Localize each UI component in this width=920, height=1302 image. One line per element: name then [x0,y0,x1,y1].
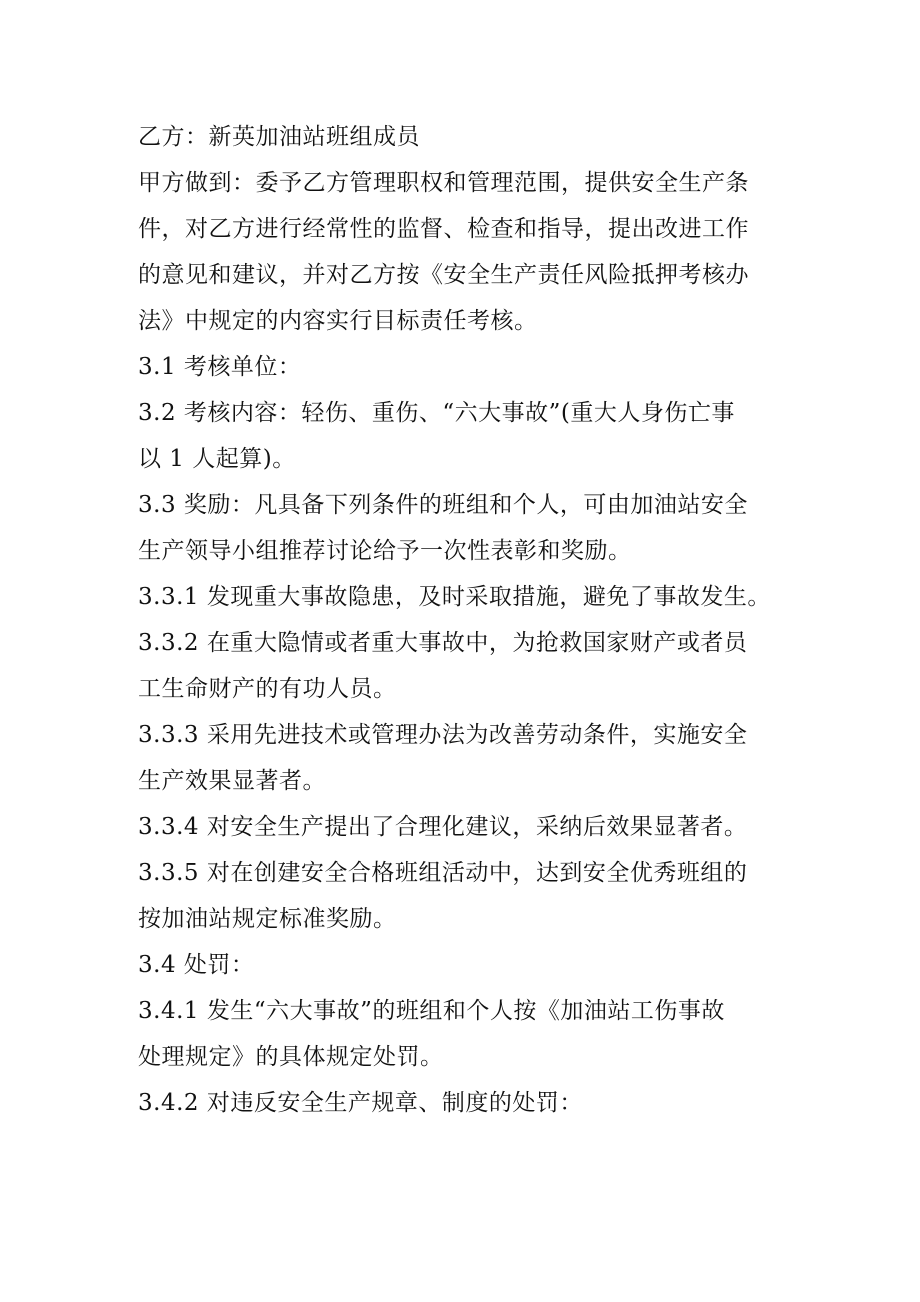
text-line: 生产领导小组推荐讨论给予一次性表彰和奖励。 [138,538,632,564]
text-line: 法》中规定的内容实行目标责任考核。 [138,308,538,334]
text-line: 工生命财产的有功人员。 [138,676,397,702]
text-line: 3.3.4 对安全生产提出了合理化建议，采纳后效果显著者。 [138,814,748,840]
text-line: 3.1 考核单位： [138,354,302,380]
text-line: 3.3.5 对在创建安全合格班组活动中，达到安全优秀班组的 [138,860,748,886]
text-line: 3.4.1 发生“六大事故”的班组和个人按《加油站工伤事故 [138,998,725,1024]
text-line: 生产效果显著者。 [138,768,326,794]
text-line: 3.3.1 发现重大事故隐患，及时采取措施，避免了事故发生。 [138,584,771,610]
text-line: 按加油站规定标准奖励。 [138,906,397,932]
text-line: 以 1 人起算)。 [138,446,296,472]
text-line: 3.4 处罚： [138,952,255,978]
text-line: 3.2 考核内容：轻伤、重伤、“六大事故”(重大人身伤亡事 [138,400,735,426]
text-line: 处理规定》的具体规定处罚。 [138,1044,444,1070]
text-line: 甲方做到：委予乙方管理职权和管理范围，提供安全生产条 [138,170,749,196]
text-line: 3.4.2 对违反安全生产规章、制度的处罚： [138,1090,583,1116]
document-body [138,114,798,1126]
text-line: 3.3 奖励：凡具备下列条件的班组和个人，可由加油站安全 [138,492,748,518]
text-line: 3.3.2 在重大隐情或者重大事故中，为抢救国家财产或者员 [138,630,748,656]
text-line: 的意见和建议，并对乙方按《安全生产责任风险抵押考核办 [138,262,749,288]
text-line: 乙方：新英加油站班组成员 [138,124,420,150]
text-line: 3.3.3 采用先进技术或管理办法为改善劳动条件，实施安全 [138,722,748,748]
text-line: 件，对乙方进行经常性的监督、检查和指导，提出改进工作 [138,216,749,242]
